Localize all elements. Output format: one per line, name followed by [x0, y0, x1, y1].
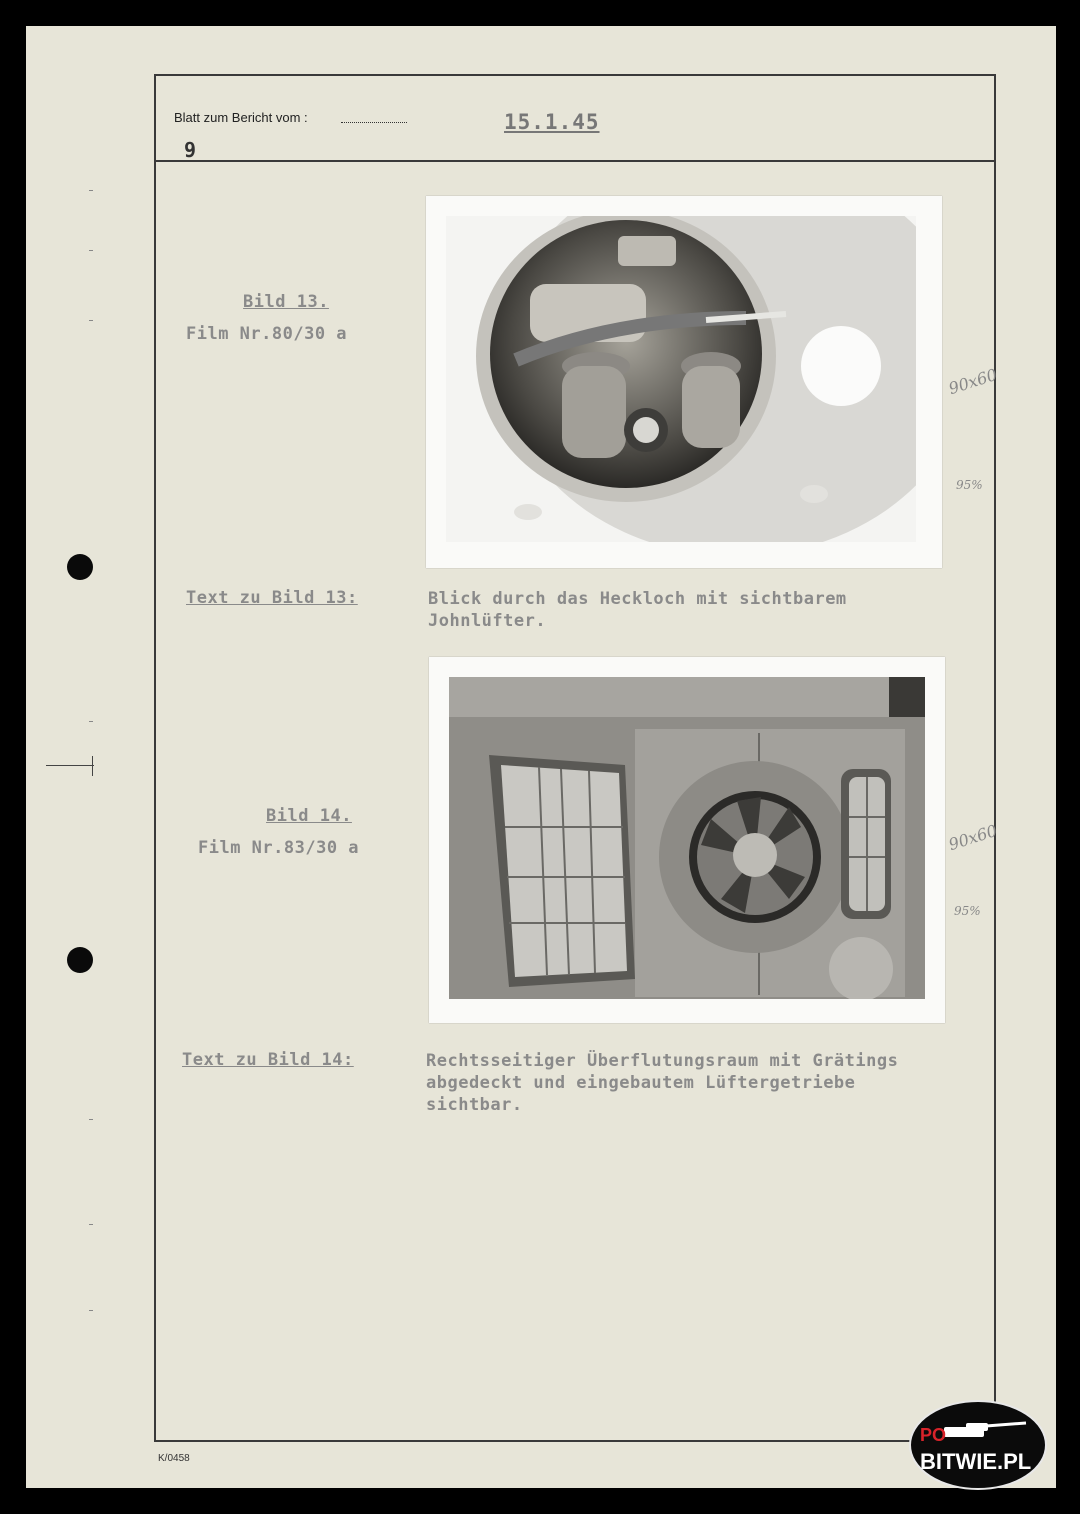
header-divider	[154, 160, 996, 162]
report-date: 15.1.45	[504, 110, 600, 134]
margin-tick	[89, 190, 93, 191]
margin-tick	[89, 320, 93, 321]
form-code: K/0458	[158, 1453, 190, 1464]
figure-13-text: Blick durch das Heckloch mit sichtbarem Johnlüfter.	[428, 589, 847, 631]
figure-13-pencil-size: 90x60	[946, 364, 1000, 399]
fold-mark-stem	[92, 756, 93, 776]
photo-rear-hole-image	[446, 216, 916, 542]
figure-14-text: Rechtsseitiger Überflutungsraum mit Grätings abgedeckt und eingebautem Lüftergetriebe sichtbar.	[426, 1051, 899, 1115]
figure-14-title: Bild 14.	[266, 806, 352, 826]
photo-ventilation-grate	[429, 657, 945, 1023]
margin-tick	[89, 721, 93, 722]
margin-tick	[89, 1224, 93, 1225]
photo-rear-hole	[426, 196, 942, 568]
punch-hole-bottom	[67, 947, 93, 973]
figure-14-pencil-percent: 95%	[954, 904, 981, 918]
figure-14-text-label: Text zu Bild 14:	[182, 1050, 354, 1070]
figure-13-film: Film Nr.80/30 a	[186, 324, 348, 344]
figure-14-pencil-size: 90x60	[946, 820, 1000, 855]
photo-ventilation-grate-image	[449, 677, 925, 999]
fold-mark	[46, 765, 94, 766]
document-sheet	[26, 26, 1056, 1488]
pobitwie-logo	[908, 1399, 1048, 1491]
figure-14-film: Film Nr.83/30 a	[198, 838, 360, 858]
figure-13-title: Bild 13.	[243, 292, 329, 312]
punch-hole-top	[67, 554, 93, 580]
figure-13-pencil-percent: 95%	[956, 478, 983, 492]
figure-13-text-label: Text zu Bild 13:	[186, 588, 358, 608]
page-number: 9	[184, 138, 197, 162]
margin-tick	[89, 250, 93, 251]
margin-tick	[89, 1119, 93, 1120]
header-dotted-line	[341, 112, 407, 123]
logo-text-po: PO	[920, 1425, 947, 1445]
header-label: Blatt zum Bericht vom :	[174, 110, 308, 125]
logo-text-bitwie: BITWIE.PL	[920, 1449, 1032, 1474]
margin-tick	[89, 1310, 93, 1311]
